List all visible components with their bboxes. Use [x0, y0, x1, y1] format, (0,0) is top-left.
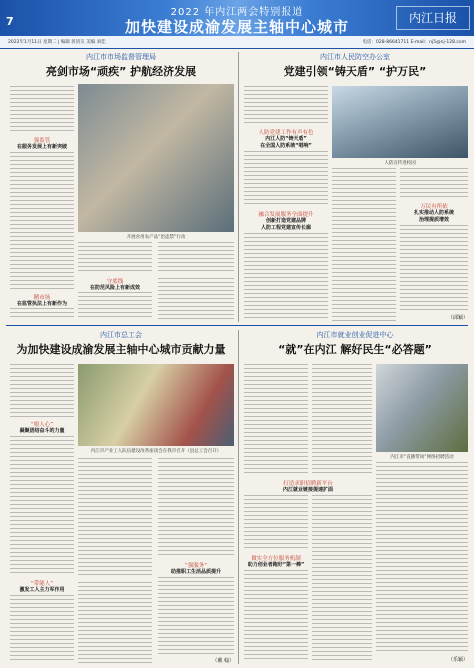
- airdefense-text-block: [244, 233, 328, 321]
- union-sub3: “强服务”: [184, 563, 208, 569]
- union-sub2: “带能人”: [30, 581, 54, 587]
- market-dept: 内江市市场监督管理局: [86, 53, 156, 61]
- contact-info: 电话：028-86641711 E-mail：nj5@nj-128.com: [362, 40, 466, 45]
- airdefense-sub2c: 人防工程党建宣传长廊: [260, 225, 311, 231]
- column-divider: [238, 52, 239, 322]
- airdefense-sub1b: 内江人防“铸天盾”: [265, 136, 307, 142]
- page-number: 7: [6, 15, 14, 28]
- employment-sub2: 做实全方位服务机制: [251, 556, 301, 562]
- union-sub2b: 激发工人主力军作用: [19, 587, 65, 593]
- airdefense-text-block: [400, 168, 468, 200]
- employment-sub1: 打造求职招聘新平台: [283, 481, 333, 487]
- union-title: 为加快建设成渝发展主轴中心城市贡献力量: [16, 343, 226, 356]
- employment-sub1b: 内江就业链接提速扩面: [282, 487, 333, 493]
- union-sub3b: 助推职工生活品质提升: [170, 569, 221, 575]
- airdefense-text-block: [244, 151, 328, 207]
- banner-headline: 加快建设成渝发展主轴中心城市: [124, 18, 349, 36]
- airdefense-sub2: 融合发展服务全面提升: [258, 212, 314, 218]
- employment-photo-caption: 内江市“直播带岗”网络招聘活动: [390, 455, 454, 460]
- airdefense-text-block: [244, 86, 328, 126]
- union-dept: 内江市总工会: [100, 331, 142, 339]
- market-text-block: [158, 242, 234, 274]
- market-sub4: 守底线: [106, 279, 124, 285]
- airdefense-author: （邱颖）: [447, 315, 468, 321]
- column-divider: [238, 330, 239, 664]
- airdefense-title: 党建引领“铸天盾” “护万民”: [283, 65, 427, 78]
- airdefense-text-block: [400, 225, 468, 313]
- market-text-block: [10, 152, 74, 290]
- union-photo-caption: 内江市产业工人队伍建设改革座谈会在我市召开（县总工会召开）: [90, 449, 222, 454]
- info-line: [0, 36, 474, 49]
- market-sub1: 强监管: [33, 138, 51, 144]
- union-sub1: “娘人心”: [30, 422, 54, 428]
- market-text-block: [78, 242, 152, 274]
- union-text-block: [10, 364, 74, 418]
- employment-sub2b: 助力创业者跑好“第一棒”: [247, 562, 305, 568]
- market-text-block: [10, 308, 74, 320]
- employment-text-block: [312, 495, 372, 661]
- airdefense-sub3c: 治理提质增效: [418, 217, 449, 223]
- airdefense-sub1c: 在全国人防系统“唱响”: [260, 143, 312, 149]
- market-sub3: 精市场: [33, 295, 51, 301]
- airdefense-text-block: [332, 168, 396, 321]
- market-photo: [78, 84, 234, 232]
- market-text-block: [10, 86, 74, 134]
- employment-dept: 内江市就业创业促进中心: [316, 331, 394, 339]
- employment-text-block: [244, 364, 308, 476]
- employment-photo: [376, 364, 468, 452]
- airdefense-sub2b: 创新打造党建品牌: [265, 218, 306, 224]
- market-photo-caption: 开展食用农产品“治违禁”行动: [126, 235, 186, 240]
- union-text-block: [10, 595, 74, 663]
- market-sub3b: 在监管执法上有新作为: [16, 301, 67, 307]
- airdefense-photo: [332, 86, 468, 158]
- airdefense-photo-caption: 人防宣传进校园: [384, 161, 416, 166]
- employment-text-block: [244, 570, 308, 662]
- employment-text-block: [376, 462, 468, 654]
- union-text-block: [158, 577, 234, 655]
- airdefense-dept: 内江市人民防空办公室: [320, 53, 390, 61]
- union-author: （戴 翰）: [212, 658, 234, 664]
- union-text-block: [10, 436, 74, 576]
- issue-info: 2022年1月11日 星期二 | 编辑 蒋清友 美编 刘佳: [8, 40, 106, 45]
- employment-text-block: [312, 364, 372, 476]
- airdefense-sub3b: 扎实推动人防系统: [413, 210, 454, 216]
- airdefense-sub3: 万民有所依: [420, 204, 448, 210]
- union-sub1b: 凝聚团结奋斗的力量: [19, 428, 65, 434]
- airdefense-sub1: 人防党建工作有声有色: [258, 130, 314, 136]
- union-photo: [78, 364, 234, 446]
- union-text-block: [78, 582, 152, 663]
- section-divider: [6, 325, 468, 326]
- banner-kicker: 2022 年内江两会特别报道: [170, 7, 304, 18]
- newspaper-logo: 内江日报: [396, 6, 470, 30]
- employment-author: （乐颖）: [447, 657, 468, 663]
- employment-text-block: [244, 495, 308, 551]
- market-sub1b: 在服务发展上有新突破: [16, 144, 67, 150]
- employment-title: “就”在内江 解好民生“必答题”: [278, 343, 432, 356]
- market-text-block: [158, 278, 234, 320]
- union-text-block: [158, 458, 234, 558]
- market-sub4b: 在防范风险上有新成效: [89, 285, 140, 291]
- market-text-block: [78, 292, 152, 320]
- union-text-block: [78, 458, 152, 578]
- market-title: 亮剑市场“顽疾” 护航经济发展: [45, 65, 197, 78]
